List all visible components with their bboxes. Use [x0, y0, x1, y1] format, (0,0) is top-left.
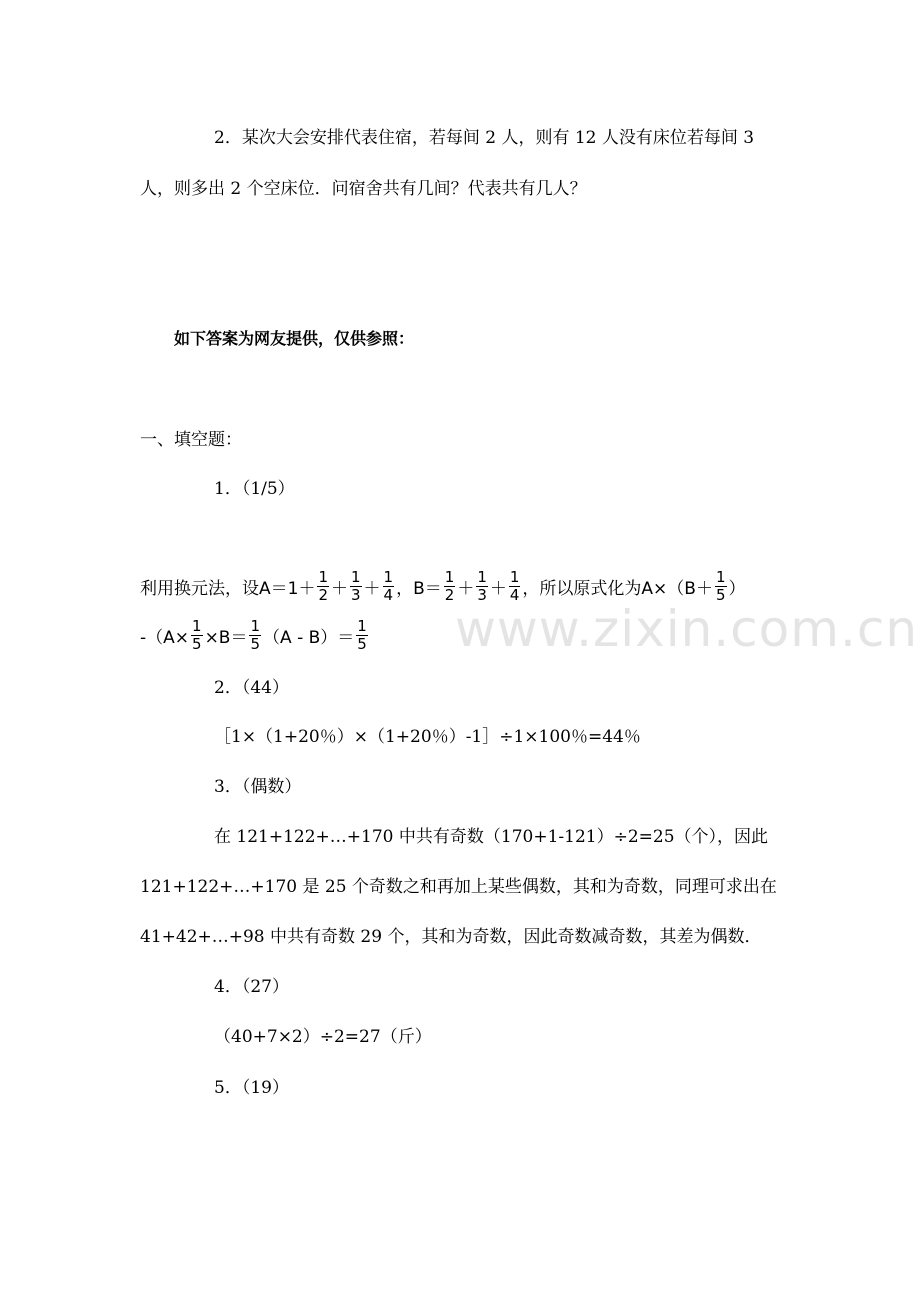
fraction-1-4: $\frac{1}{4}$: [509, 568, 520, 604]
plus-sign: ＋: [363, 579, 381, 599]
answer-2-label: 2．（44）: [214, 678, 289, 698]
answer-header: 如下答案为网友提供，仅供参照：: [174, 329, 415, 348]
fraction-1-3: $\frac{1}{3}$: [351, 568, 361, 604]
fraction-1-5: $\frac{1}{5}$: [192, 617, 202, 653]
fraction-1-5: $\frac{1}{5}$: [715, 568, 726, 604]
fraction-1-5: $\frac{1}{5}$: [357, 617, 367, 653]
answer-1-formula-line2: [140, 618, 370, 653]
answer-3-label: 3．（偶数）: [214, 777, 302, 797]
answer-3-line3: 41+42+…+98 中共有奇数 29 个，其和为奇数，因此奇数减奇数，其差为偶数．: [140, 927, 762, 947]
formula-text: ，所以原式化为A×（B＋: [522, 579, 713, 599]
formula-text: ）: [728, 579, 746, 599]
problem2-line2: 人，则多出 2 个空床位．问宿舍共有几间？代表共有几人？: [140, 179, 587, 199]
plus-sign: ＋: [331, 579, 348, 599]
watermark: www.zixin.com.cn: [455, 600, 919, 658]
answer-1-formula-line1: [140, 569, 746, 604]
answer-3-line2: 121+122+…+170 是 25 个奇数之和再加上某些偶数，其和为奇数，同理可求出在: [140, 877, 777, 897]
answer-2-calc: ［1×（1+20％）×（1+20％）-1］÷1×100％=44％: [214, 727, 641, 747]
formula-text: -（A×: [140, 628, 190, 648]
fraction-1-5: $\frac{1}{5}$: [250, 617, 261, 653]
formula-text: （A - B）＝: [263, 628, 355, 648]
fraction-1-2: $\frac{1}{2}$: [444, 568, 455, 604]
formula-text: 利用换元法，设A＝1＋: [140, 579, 316, 599]
fraction-1-4: $\frac{1}{4}$: [383, 568, 394, 604]
formula-text: ×B＝: [204, 628, 248, 648]
answer-3-line1: 在 121+122+…+170 中共有奇数（170+1-121）÷2=25（个），因此: [214, 827, 769, 847]
fraction-1-3: $\frac{1}{3}$: [477, 568, 487, 604]
formula-text: ，B＝: [396, 579, 442, 599]
answer-1-label: 1．（1/5）: [214, 479, 295, 499]
answer-4-label: 4．（27）: [214, 977, 289, 997]
answer-4-calc: （40+7×2）÷2=27（斤）: [214, 1027, 432, 1047]
fraction-1-2: $\frac{1}{2}$: [318, 568, 328, 604]
problem2-line1: 2．某次大会安排代表住宿，若每间 2 人，则有 12 人没有床位若每间 3: [214, 128, 755, 148]
plus-sign: ＋: [489, 579, 507, 599]
section-title: 一、填空题：: [140, 430, 242, 450]
plus-sign: ＋: [457, 579, 475, 599]
answer-5-label: 5．（19）: [214, 1078, 289, 1098]
